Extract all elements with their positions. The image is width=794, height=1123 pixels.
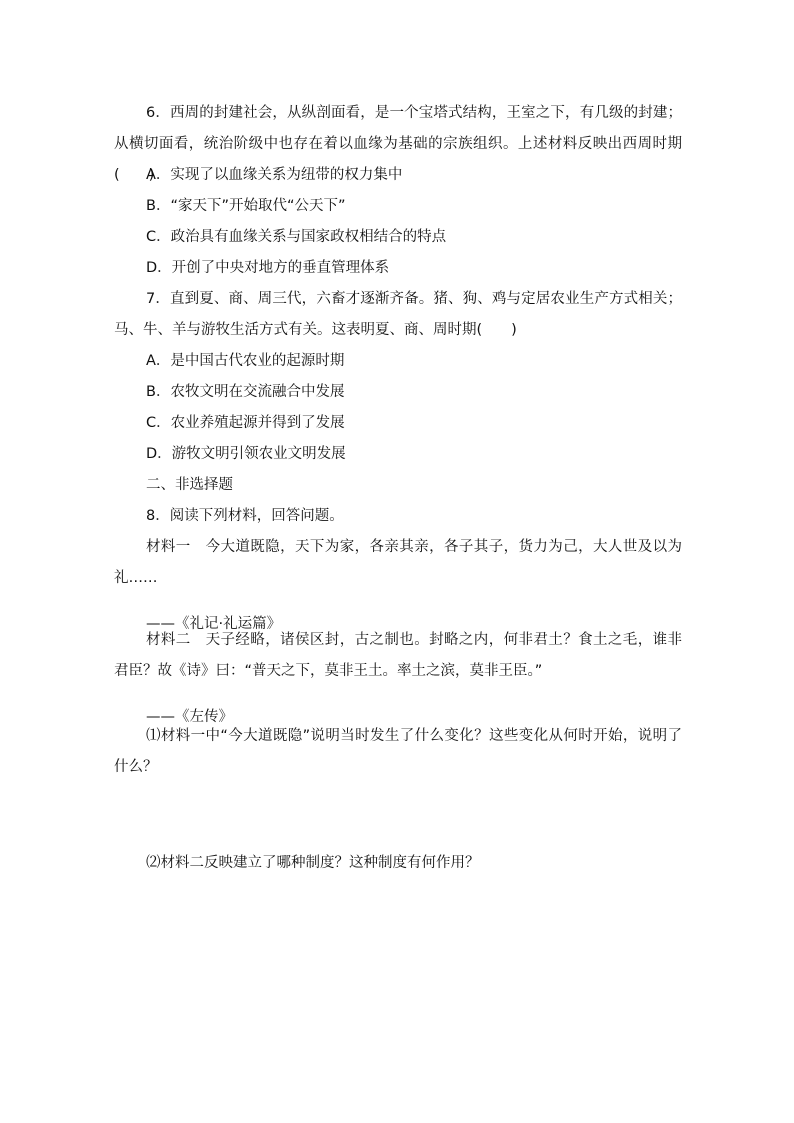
question-6-option-c: C．政治具有血缘关系与国家政权相结合的特点 bbox=[146, 229, 447, 245]
question-6-option-a: A．实现了以血缘关系为纽带的权力集中 bbox=[146, 167, 403, 183]
sub-question-1: ⑴材料一中“今大道既隐”说明当时发生了什么变化？这些变化从何时开始，说明了什么？ bbox=[114, 728, 682, 775]
question-6-option-d: D．开创了中央对地方的垂直管理体系 bbox=[146, 260, 390, 276]
question-8-intro: 8．阅读下列材料，回答问题。 bbox=[146, 508, 344, 524]
material-one: 材料一 今大道既隐，天下为家，各亲其亲，各子其子，货力为己，大人世及以为礼…… bbox=[114, 539, 682, 586]
material-one-source: ——《礼记·礼运篇》 bbox=[146, 615, 282, 632]
section-title: 二、非选择题 bbox=[146, 477, 233, 493]
material-two: 材料二 天子经略，诸侯区封，古之制也。封略之内，何非君土？食土之毛，谁非君臣？故《诗》曰：“普天之下，莫非王土。率土之滨，莫非王臣。” bbox=[114, 632, 682, 679]
question-6-stem: 6．西周的封建社会，从纵剖面看，是一个宝塔式结构，王室之下，有几级的封建；从横切面看，统治阶级中也存在着以血缘为基础的宗族组织。上述材料反映出西周时期( ) bbox=[114, 105, 682, 183]
question-7-option-c: C．农业养殖起源并得到了发展 bbox=[146, 415, 345, 431]
material-two-source: ——《左传》 bbox=[146, 708, 233, 725]
sub-question-2: ⑵材料二反映建立了哪种制度？这种制度有何作用？ bbox=[146, 855, 480, 871]
question-6-option-b: B．“家天下”开始取代“公天下” bbox=[146, 198, 346, 214]
question-7-option-b: B．农牧文明在交流融合中发展 bbox=[146, 384, 345, 400]
question-7-option-a: A．是中国古代农业的起源时期 bbox=[146, 353, 345, 369]
question-7-option-d: D．游牧文明引领农业文明发展 bbox=[146, 446, 346, 462]
question-7-stem: 7．直到夏、商、周三代，六畜才逐渐齐备。猪、狗、鸡与定居农业生产方式相关；马、牛、羊与游牧生活方式有关。这表明夏、商、周时期( ) bbox=[114, 291, 682, 338]
